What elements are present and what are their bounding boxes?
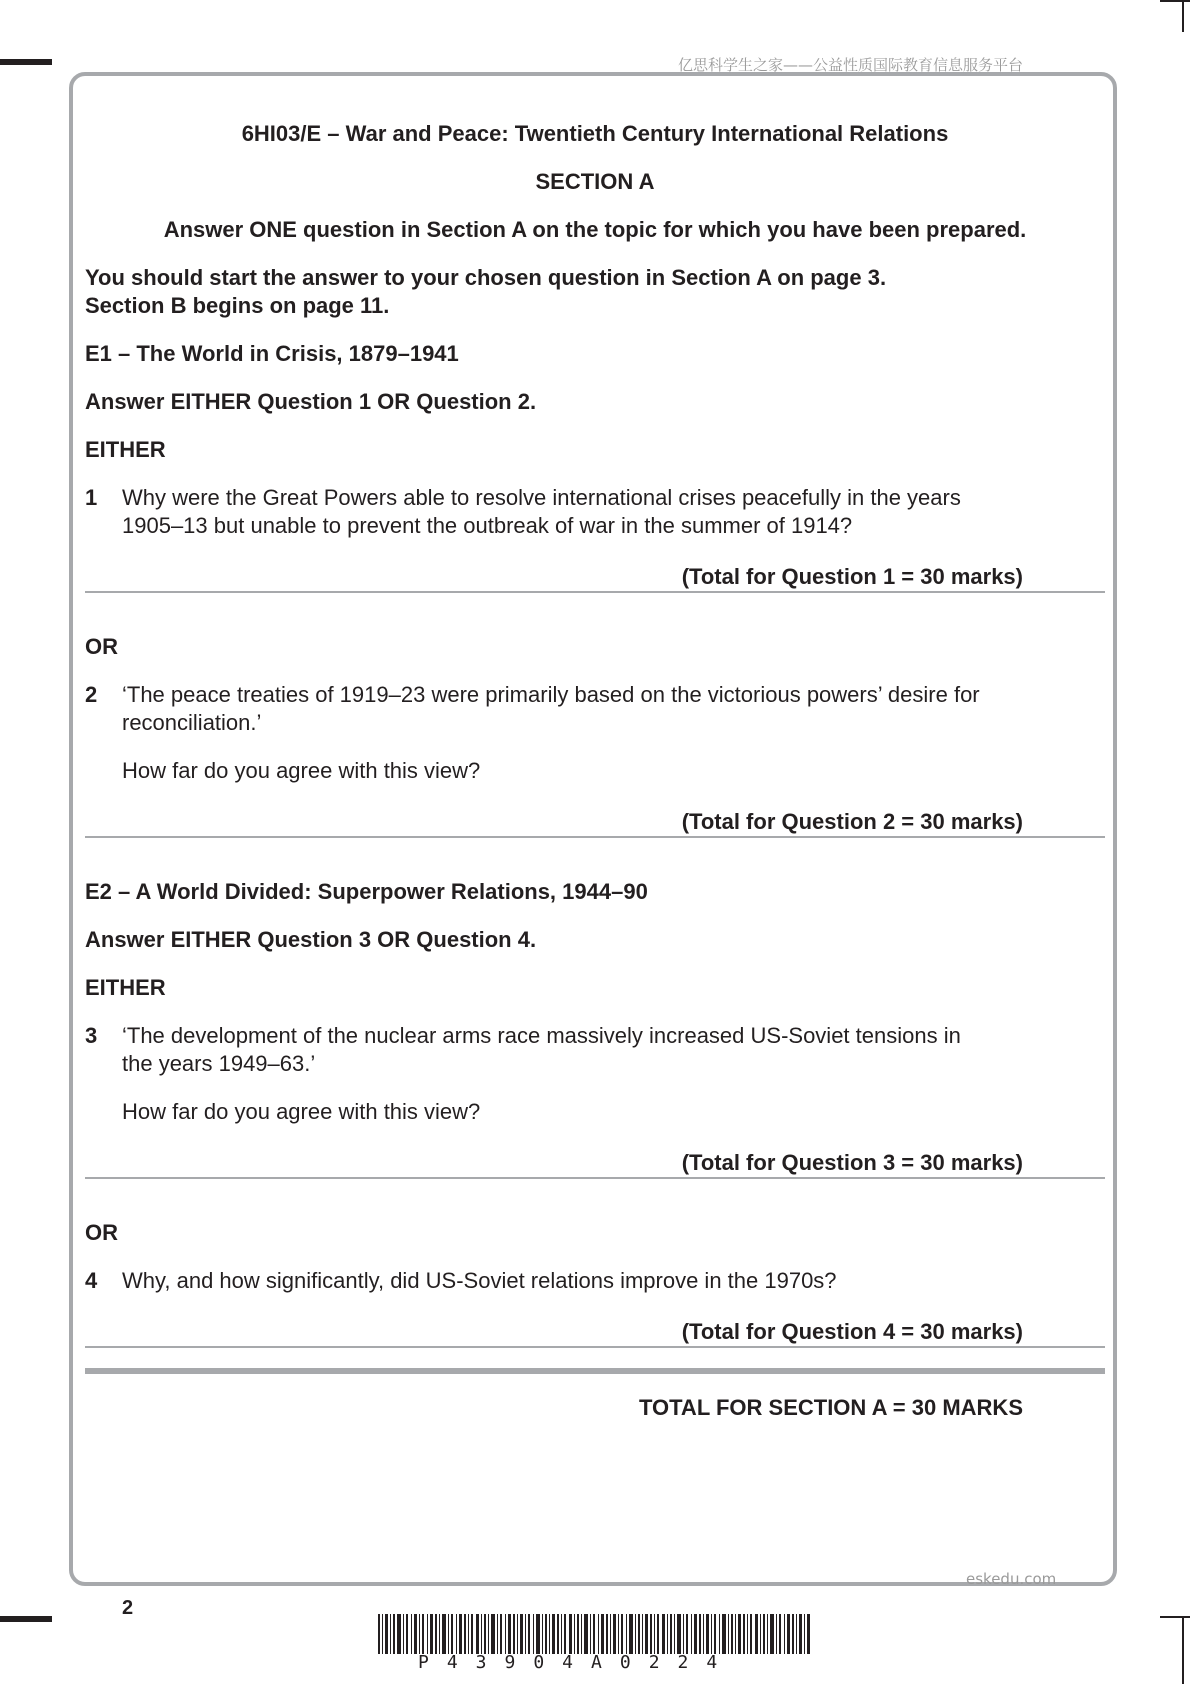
question-4-text: Why, and how significantly, did US-Soviet relations improve in the 1970s? <box>122 1268 837 1293</box>
page-number: 2 <box>122 1597 134 1619</box>
either-label-e2: EITHER <box>85 975 166 1000</box>
barcode-graphic <box>378 1614 810 1654</box>
question-2-text: ‘The peace treaties of 1919–23 were primarily based on the victorious powers’ desire for reconciliation.’ <box>122 682 980 735</box>
question-1-text: Why were the Great Powers able to resolve international crises peacefully in the years 1905–13 but unable to prevent the outbreak of war in the summer of 1914? <box>122 485 961 538</box>
divider-q1 <box>85 591 1105 593</box>
margin-mark-top <box>0 59 52 65</box>
crop-mark-top-right-h <box>1160 0 1190 2</box>
watermark-top: 亿思科学生之家——公益性质国际教育信息服务平台 <box>678 56 1024 74</box>
page-content <box>85 120 1105 1422</box>
question-2 <box>85 681 1105 737</box>
question-3-prompt: How far do you agree with this view? <box>122 1099 481 1124</box>
question-4-total: (Total for Question 4 = 30 marks) <box>681 1319 1023 1344</box>
question-1-number: 1 <box>85 485 98 510</box>
question-2-prompt: How far do you agree with this view? <box>122 758 481 783</box>
start-instruction-line1: You should start the answer to your chosen question in Section A on page 3. <box>85 265 887 290</box>
crop-mark-bottom-right-h <box>1160 1616 1190 1618</box>
barcode-number: P43904A0224 <box>418 1652 736 1673</box>
or-label-e1: OR <box>85 634 118 659</box>
watermark-bottom: eskedu.com <box>966 1570 1057 1588</box>
start-instruction-line2: Section B begins on page 11. <box>85 293 390 318</box>
divider-q2 <box>85 836 1105 838</box>
divider-q3 <box>85 1177 1105 1179</box>
question-1-total: (Total for Question 1 = 30 marks) <box>681 564 1023 589</box>
either-label-e1: EITHER <box>85 437 166 462</box>
question-4-number: 4 <box>85 1268 98 1293</box>
question-1 <box>85 484 1105 540</box>
question-3-total: (Total for Question 3 = 30 marks) <box>681 1150 1023 1175</box>
section-a-total: TOTAL FOR SECTION A = 30 MARKS <box>638 1395 1023 1420</box>
margin-mark-bottom <box>0 1616 52 1622</box>
divider-q4 <box>85 1346 1105 1348</box>
question-4 <box>85 1267 1105 1295</box>
question-3-number: 3 <box>85 1023 98 1048</box>
paper-title: 6HI03/E – War and Peace: Twentieth Century International Relations <box>241 121 949 146</box>
question-2-total: (Total for Question 2 = 30 marks) <box>681 809 1023 834</box>
section-end-bar <box>85 1368 1105 1374</box>
topic-e2-title: E2 – A World Divided: Superpower Relations, 1944–90 <box>85 879 648 904</box>
topic-e1-title: E1 – The World in Crisis, 1879–1941 <box>85 341 459 366</box>
question-2-number: 2 <box>85 682 98 707</box>
or-label-e2: OR <box>85 1220 118 1245</box>
section-title: SECTION A <box>535 169 655 194</box>
crop-mark-top-right <box>1182 0 1184 32</box>
topic-e2-instruction: Answer EITHER Question 3 OR Question 4. <box>85 927 537 952</box>
question-3 <box>85 1022 1105 1078</box>
section-instruction: Answer ONE question in Section A on the topic for which you have been prepared. <box>163 217 1027 242</box>
crop-mark-bottom-right <box>1182 1616 1184 1684</box>
topic-e1-instruction: Answer EITHER Question 1 OR Question 2. <box>85 389 537 414</box>
question-3-text: ‘The development of the nuclear arms race massively increased US-Soviet tensions in the years 1949–63.’ <box>122 1023 961 1076</box>
